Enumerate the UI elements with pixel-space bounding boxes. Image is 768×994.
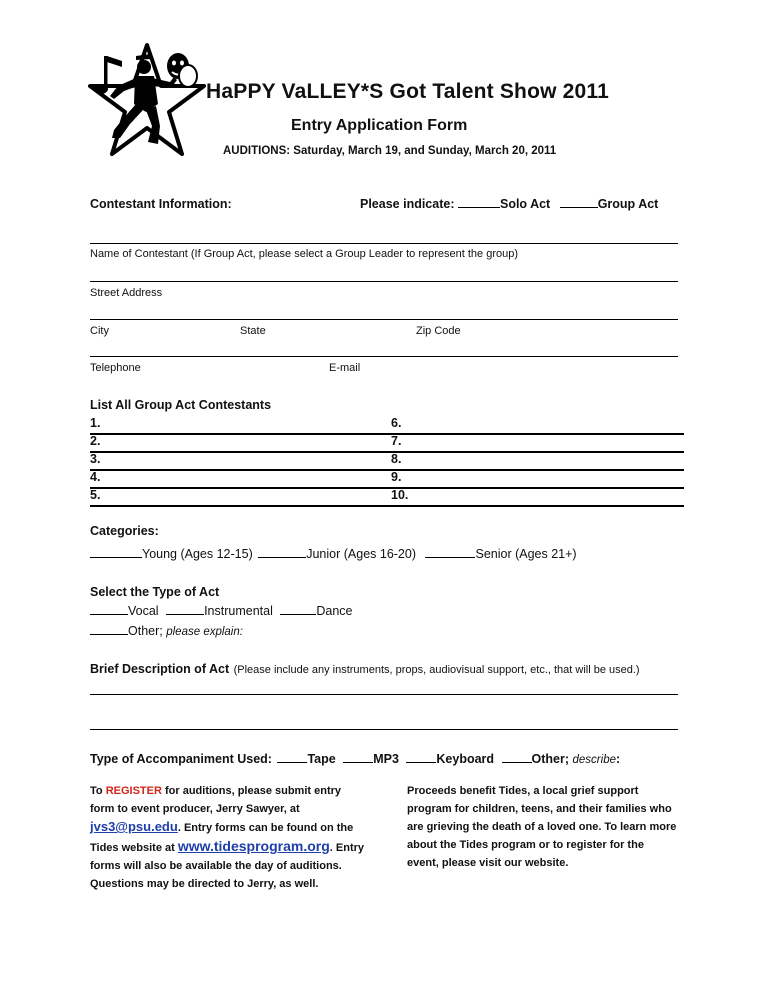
row-number-left: 5. (90, 488, 101, 502)
categories-heading: Categories: (90, 524, 159, 538)
other-accomp-hint: describe (572, 754, 616, 766)
mp3-blank[interactable] (343, 761, 373, 763)
group-contestant-row[interactable] (90, 469, 684, 489)
young-blank[interactable] (90, 556, 142, 558)
description-line-2[interactable] (90, 729, 678, 730)
email-label: E-mail (329, 362, 361, 374)
contestant-name-line[interactable] (90, 243, 678, 244)
junior-label: Junior (Ages 16-20) (306, 547, 416, 561)
row-number-right: 9. (391, 470, 402, 484)
instrumental-blank[interactable] (166, 613, 204, 615)
zip-label: Zip Code (416, 325, 461, 337)
producer-email-link[interactable]: jvs3@psu.edu (90, 819, 178, 834)
group-contestant-row[interactable] (90, 451, 684, 471)
row-number-left: 3. (90, 452, 101, 466)
accompaniment-heading: Type of Accompaniment Used: (90, 752, 272, 766)
solo-act-label: Solo Act (499, 197, 551, 211)
registration-info (90, 782, 390, 893)
vocal-blank[interactable] (90, 613, 128, 615)
description-line-1[interactable] (90, 694, 678, 695)
group-contestant-row[interactable] (90, 433, 684, 453)
registration-text: . Entry forms can be found on the (177, 822, 354, 834)
category-options (90, 547, 577, 561)
tides-info-line: about the Tides program or to register for the (407, 839, 644, 851)
registration-text: Tides website at (90, 842, 175, 854)
registration-text: . Entry (329, 842, 365, 854)
other-act-label: Other; (128, 624, 163, 638)
tides-info-line: program for children, teens, and their families who (407, 803, 672, 815)
row-number-right: 7. (391, 434, 402, 448)
registration-line-4 (90, 837, 390, 857)
vocal-label: Vocal (128, 604, 159, 618)
indicate-label: Please indicate: (360, 197, 455, 211)
page-title: HaPPY VaLLEY*S Got Talent Show 2011 (206, 80, 610, 103)
registration-line-2: form to event producer, Jerry Sawyer, at (90, 803, 300, 815)
accompaniment-colon: : (615, 752, 621, 766)
tape-blank[interactable] (277, 761, 307, 763)
dance-label: Dance (316, 604, 353, 618)
act-type-options (90, 604, 352, 618)
tides-info-line: are grieving the death of a loved one. To learn more (407, 821, 677, 833)
senior-label: Senior (Ages 21+) (475, 547, 577, 561)
telephone-email-line[interactable] (90, 356, 678, 357)
keyboard-blank[interactable] (406, 761, 436, 763)
instrumental-label: Instrumental (204, 604, 273, 618)
tides-info-line: event, please visit our website. (407, 857, 569, 869)
act-indicator (360, 197, 658, 211)
other-act-hint: please explain: (166, 626, 243, 638)
contestant-info-heading: Contestant Information: (90, 197, 232, 211)
row-number-right: 6. (391, 416, 402, 430)
dance-blank[interactable] (280, 613, 316, 615)
to-word: To (90, 785, 103, 797)
mp3-label: MP3 (373, 752, 399, 766)
row-number-left: 2. (90, 434, 101, 448)
tape-label: Tape (307, 752, 336, 766)
street-address-label: Street Address (90, 287, 163, 299)
group-list-heading: List All Group Act Contestants (90, 398, 272, 412)
telephone-label: Telephone (90, 362, 141, 374)
form-subtitle: Entry Application Form (291, 117, 468, 134)
description-heading-row (90, 660, 640, 678)
street-address-line[interactable] (90, 281, 678, 282)
talent-show-logo (88, 42, 206, 164)
registration-text: for auditions, please submit entry (164, 785, 342, 797)
other-accomp-blank[interactable] (502, 761, 532, 763)
row-number-right: 8. (391, 452, 402, 466)
group-act-label: Group Act (597, 197, 659, 211)
city-state-zip-line[interactable] (90, 319, 678, 320)
senior-blank[interactable] (425, 556, 475, 558)
row-number-left: 4. (90, 470, 101, 484)
tides-info-line: Proceeds benefit Tides, a local grief support (407, 785, 639, 797)
group-contestant-row[interactable] (90, 487, 684, 507)
solo-act-blank[interactable] (458, 206, 500, 208)
group-act-blank[interactable] (560, 206, 598, 208)
registration-line-3 (90, 818, 390, 837)
description-hint: (Please include any instruments, props, audiovisual support, etc., that will be used.) (233, 664, 640, 676)
state-label: State (240, 325, 266, 337)
other-accomp-label: Other; (531, 752, 570, 766)
group-contestant-row[interactable] (90, 415, 684, 435)
registration-line-6: Questions may be directed to Jerry, as well. (90, 878, 319, 890)
city-label: City (90, 325, 109, 337)
contestant-name-label: Name of Contestant (If Group Act, please select a Group Leader to represent the group) (90, 248, 519, 260)
description-heading: Brief Description of Act (90, 662, 230, 676)
act-type-heading: Select the Type of Act (90, 585, 220, 599)
junior-blank[interactable] (258, 556, 306, 558)
auditions-dates: AUDITIONS: Saturday, March 19, and Sunday, March 20, 2011 (223, 145, 557, 157)
registration-line-1 (90, 782, 390, 800)
row-number-left: 1. (90, 416, 101, 430)
keyboard-label: Keyboard (436, 752, 495, 766)
act-type-other (90, 624, 243, 638)
other-act-blank[interactable] (90, 633, 128, 635)
register-keyword: REGISTER (105, 785, 162, 797)
tides-website-link[interactable]: www.tidesprogram.org (177, 838, 330, 854)
young-label: Young (Ages 12-15) (142, 547, 253, 561)
row-number-right: 10. (391, 488, 409, 502)
accompaniment-row (90, 752, 620, 766)
registration-line-5: forms will also be available the day of auditions. (90, 860, 342, 872)
tides-info (407, 782, 697, 872)
